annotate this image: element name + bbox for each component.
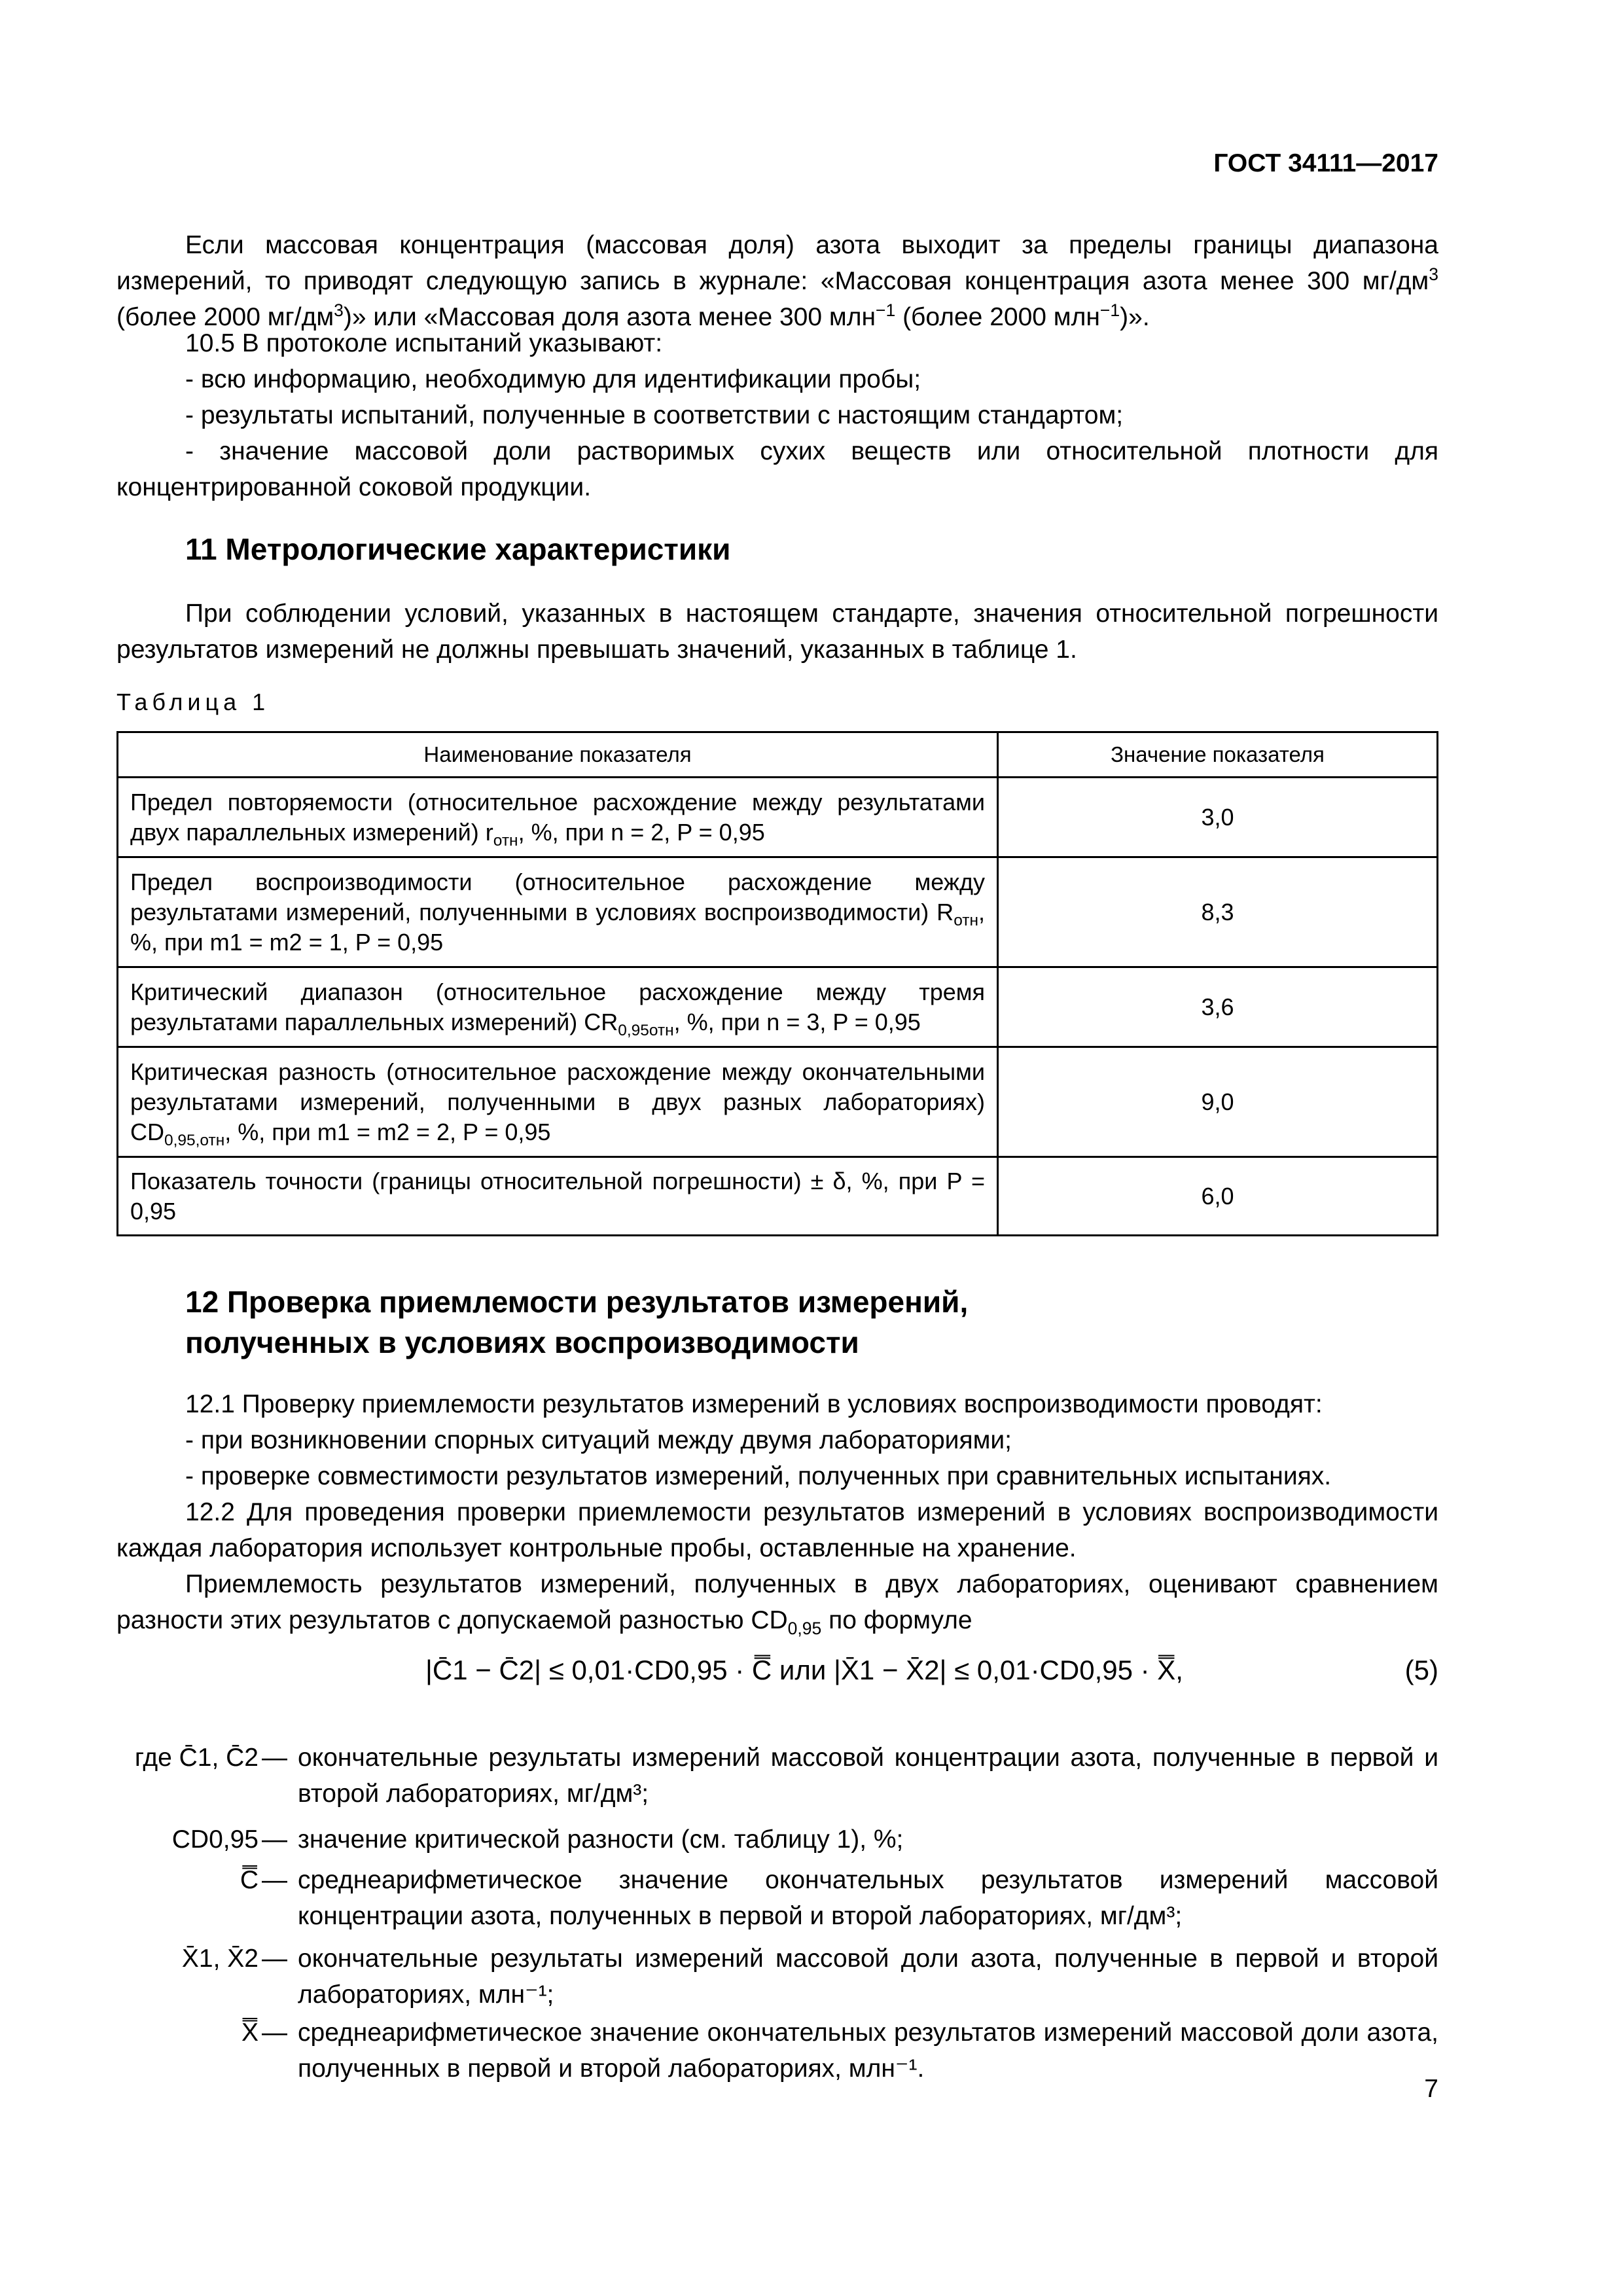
paragraph-acceptability: Приемлемость результатов измерений, полученных в двух лабораториях, оценивают сравнением разности этих результатов с допускаемой разностью $CD_{0,95}$ по формуле	[116, 1570, 1438, 1638]
where-dash: —	[262, 1825, 287, 1854]
where-dash: —	[262, 1866, 287, 1894]
list-item: - значение массовой доли растворимых сухих веществ или относительной плотности для концентрированной соковой продукции.	[116, 437, 1438, 501]
table-row	[118, 857, 1438, 967]
table-row	[118, 1047, 1438, 1157]
formula-5: |C̄1 − C̄2| ≤ 0,01·CD0,95 · C̿ или |X̄1 − X̄2| ≤ 0,01·CD0,95 · X̿,	[425, 1655, 1183, 1685]
table-header-row	[118, 732, 1438, 778]
where-description: окончательные результаты измерений массовой доли азота, полученные в первой и второй лабораториях, млн⁻¹;	[298, 1945, 1438, 2009]
where-term: CD0,95	[171, 1825, 259, 1854]
paragraph-out-of-range: Если массовая концентрация (массовая доля) азота выходит за пределы границы диапазона измерений, то приводят следующую запись в журнале: «Массовая концентрация азота менее 300 $мг/дм^3$ (более 2000 $мг/дм^3$)» или «Массовая доля азота менее 300 млн$^{-1}$ (более 2000 млн$^{-1}$)».	[116, 231, 1438, 331]
table-cell-value: 3,6	[998, 967, 1438, 1047]
list-item: - при возникновении спорных ситуаций между двумя лабораториями;	[185, 1426, 1012, 1454]
table-cell-value: 9,0	[998, 1047, 1438, 1157]
section-12-heading-line1: 12 Проверка приемлемости результатов измерений,	[185, 1285, 969, 1319]
column-header-value: Значение показателя	[998, 732, 1438, 778]
list-item: - результаты испытаний, полученные в соответствии с настоящим стандартом;	[185, 401, 1124, 429]
table-caption: Таблица 1	[116, 689, 270, 715]
table-cell-value: 6,0	[998, 1157, 1438, 1236]
section-12-heading-line2: полученных в условиях воспроизводимости	[185, 1325, 859, 1359]
section-11-paragraph: При соблюдении условий, указанных в настоящем стандарте, значения относительной погрешности результатов измерений не должны превышать значений, указанных в таблице 1.	[116, 600, 1438, 664]
paragraph-10-5: 10.5 В протоколе испытаний указывают:	[185, 329, 663, 357]
standard-number: ГОСТ 34111—2017	[1213, 149, 1438, 177]
table-cell-value: 3,0	[998, 778, 1438, 857]
paragraph-12-2: 12.2 Для проведения проверки приемлемости результатов измерений в условиях воспроизводимости каждая лаборатория использует контрольные пробы, оставленные на хранение.	[116, 1498, 1438, 1562]
where-dash: —	[262, 1945, 287, 1973]
where-description: окончательные результаты измерений массовой концентрации азота, полученные в первой и второй лабораториях, мг/дм³;	[298, 1744, 1438, 1808]
metrology-table	[116, 731, 1438, 1236]
where-term: C̿	[240, 1866, 259, 1894]
where-term: X̿	[241, 2018, 259, 2047]
where-dash: —	[262, 1744, 287, 1772]
table-cell-indicator: Критический диапазон (относительное расхождение между тремя результатами параллельных измерений) $CR_{0,95отн}$, %, при n = 3, P = 0,95	[118, 967, 998, 1047]
table-cell-indicator: Предел повторяемости (относительное расхождение между результатами двух параллельных измерений) $r_{отн}$, %, при n = 2, P = 0,95	[118, 778, 998, 857]
table-row	[118, 1157, 1438, 1236]
table-cell-indicator: Критическая разность (относительное расхождение между окончательными результатами измерений, полученными в двух разных лабораториях) $CD_{0,95,отн}$, %, при m1 = m2 = 2, P = 0,95	[118, 1047, 998, 1157]
table-cell-indicator: Показатель точности (границы относительной погрешности) ± δ, %, при P = 0,95	[118, 1157, 998, 1236]
list-item: - проверке совместимости результатов измерений, полученных при сравнительных испытаниях.	[185, 1462, 1332, 1490]
where-description: значение критической разности (см. таблицу 1), %;	[298, 1825, 904, 1854]
where-term: X̄1, X̄2	[181, 1945, 259, 1973]
table-cell-indicator: Предел воспроизводимости (относительное расхождение между результатами измерений, полученными в условиях воспроизводимости) $R_{отн}$, %, при m1 = m2 = 1, P = 0,95	[118, 857, 998, 967]
table-row	[118, 778, 1438, 857]
where-description: среднеарифметическое значение окончательных результатов измерений массовой доли азота, полученных в первой и второй лабораториях, млн⁻¹.	[298, 2018, 1438, 2083]
formula-number: (5)	[1404, 1655, 1438, 1685]
where-term: где C̄1, C̄2	[134, 1744, 259, 1772]
table-cell-value: 8,3	[998, 857, 1438, 967]
page-number: 7	[1424, 2075, 1438, 2103]
paragraph-12-1: 12.1 Проверку приемлемости результатов измерений в условиях воспроизводимости проводят:	[185, 1390, 1323, 1418]
section-11-heading: 11 Метрологические характеристики	[185, 532, 731, 566]
where-description: среднеарифметическое значение окончательных результатов измерений массовой концентрации азота, полученных в первой и второй лабораториях, мг/дм³;	[298, 1866, 1438, 1930]
table-row	[118, 967, 1438, 1047]
column-header-name: Наименование показателя	[118, 732, 998, 778]
where-dash: —	[262, 2018, 287, 2047]
list-item: - всю информацию, необходимую для идентификации пробы;	[185, 365, 921, 393]
